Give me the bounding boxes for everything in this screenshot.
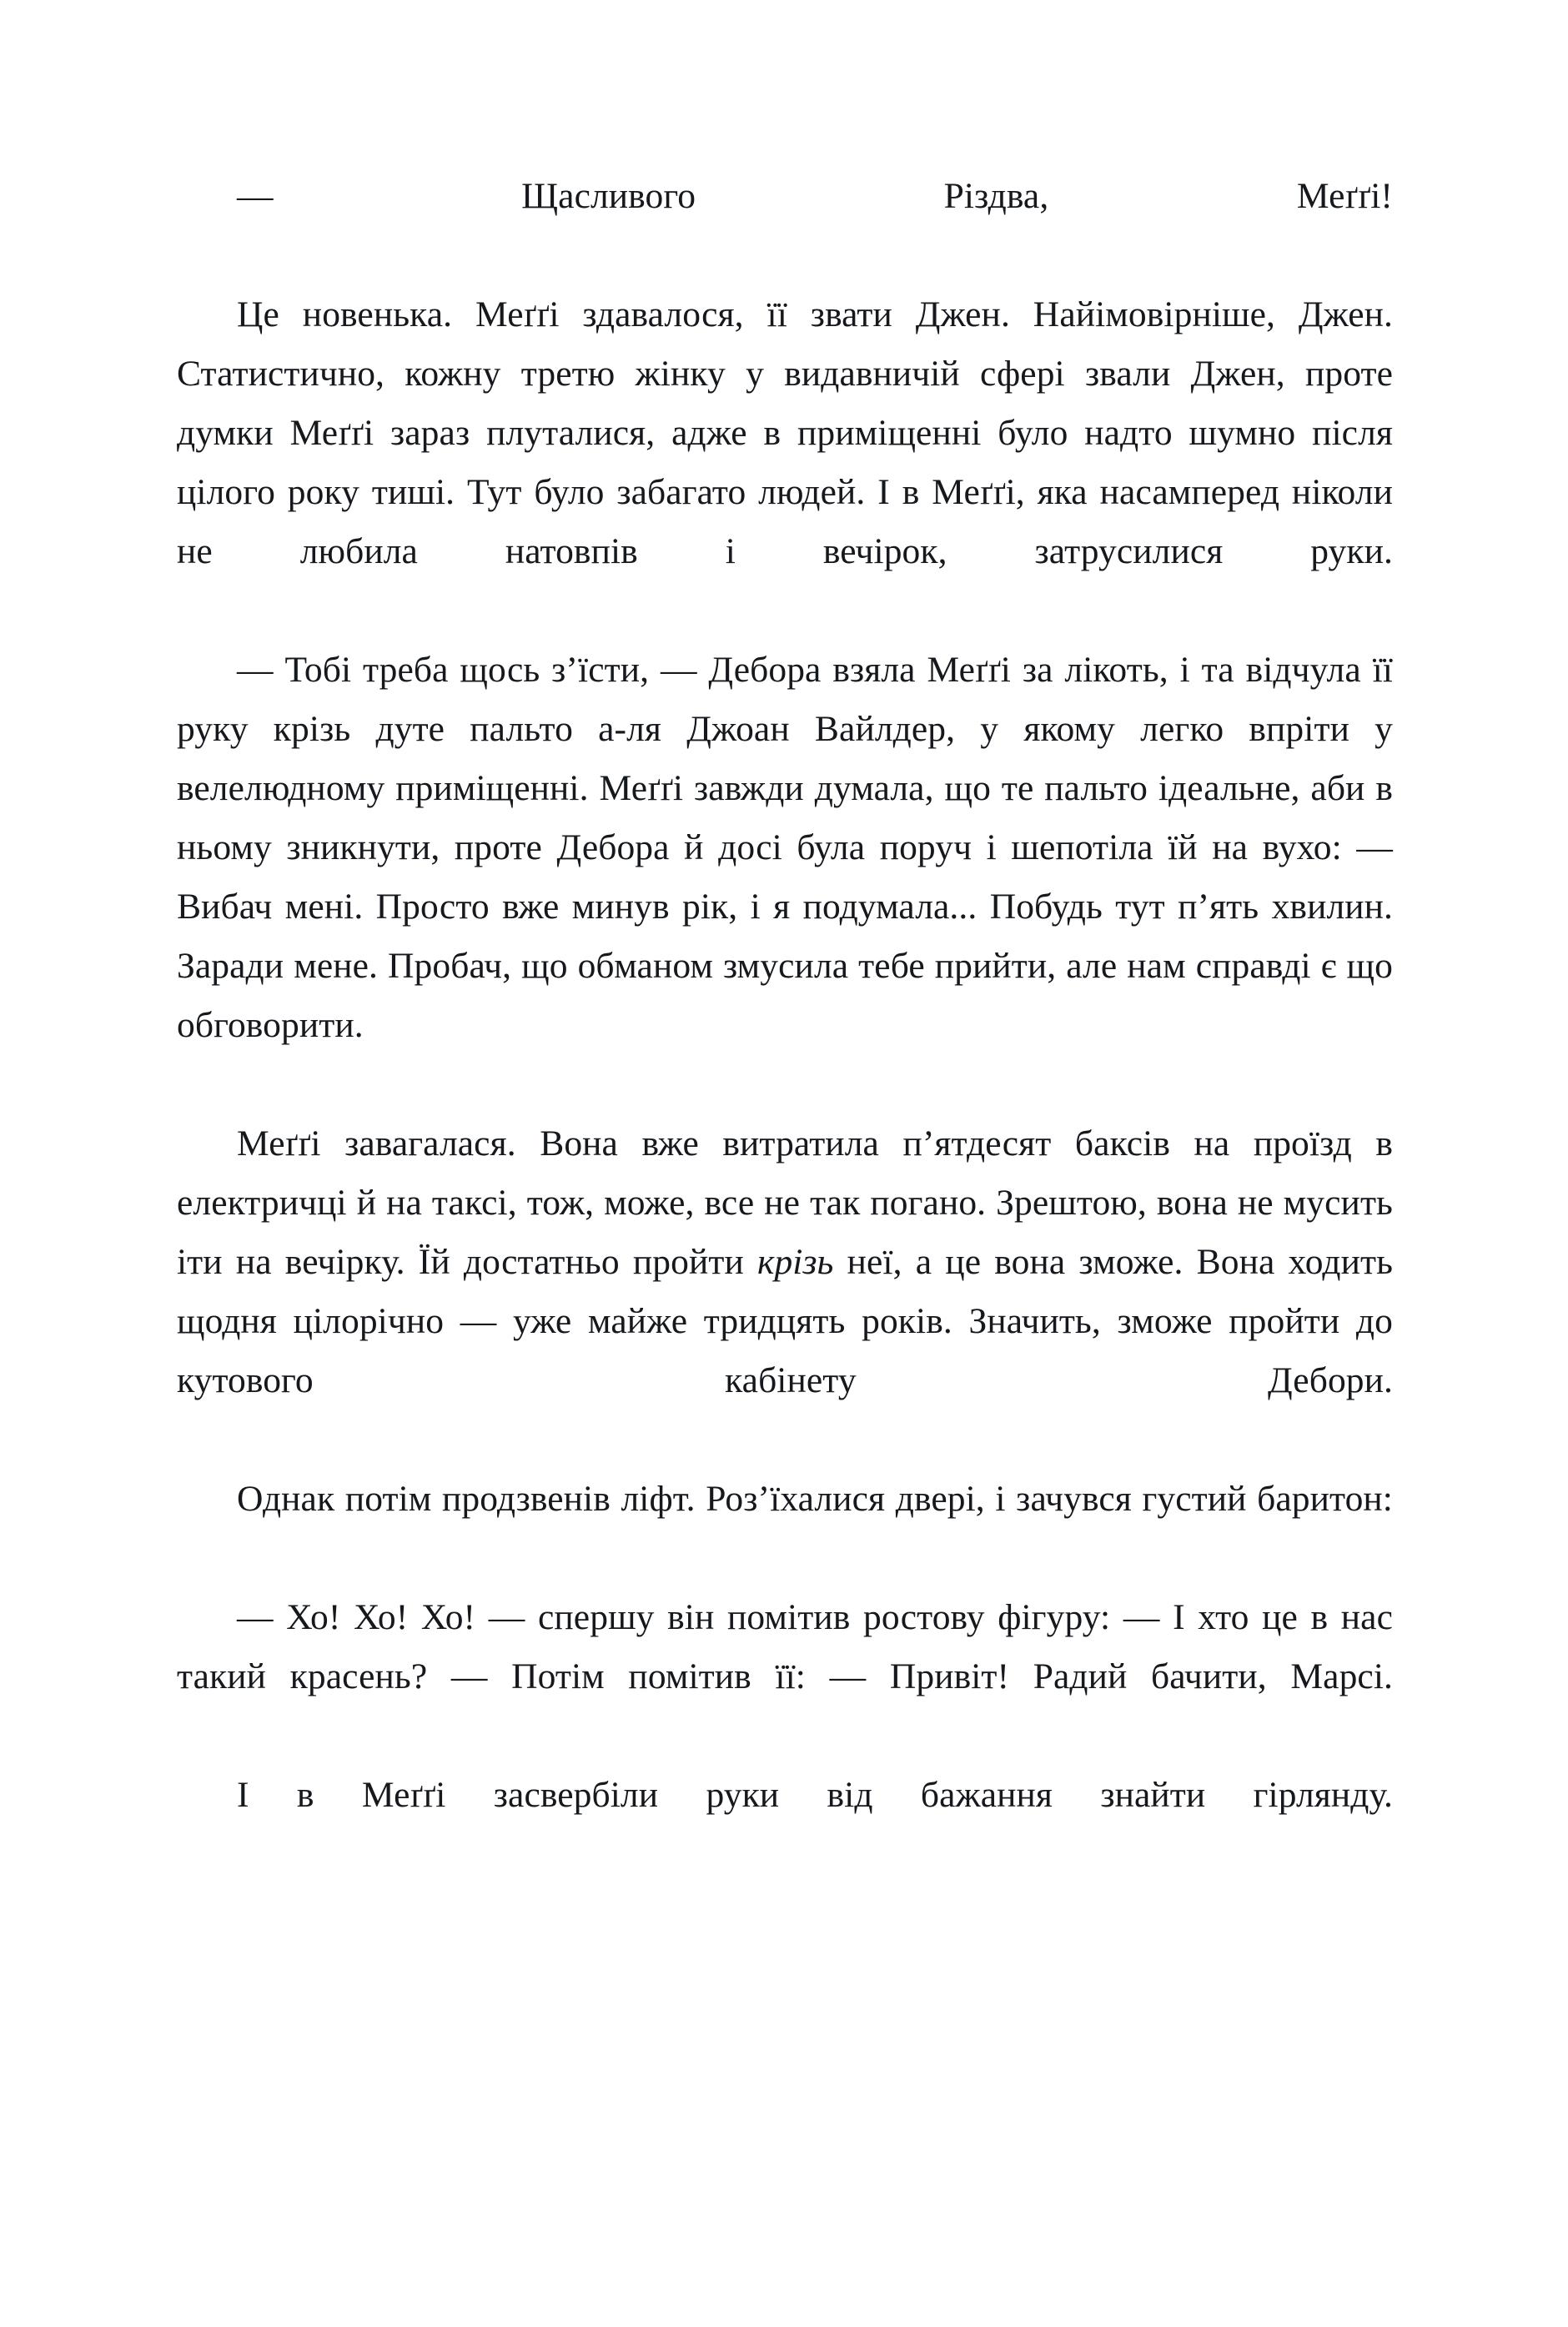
paragraph-segment: неї, а це вона зможе. Вона ходить щодня цілорічно — уже майже тридцять років. Значить, зможе пройти до кутового кабінету Дебори. — [177, 1242, 1394, 1400]
paragraph: — Щасливого Різдва, Меґґі! — [237, 176, 1393, 216]
paragraph: Це новенька. Меґґі здавалося, її звати Джен. Найімовірніше, Джен. Статистично, кожну третю жінку у видавничій сфері звали Джен, проте думки Меґґі зараз плуталися, адже в приміщенні було надто шумно після цілого року тиші. Тут було забагато людей. І в Меґґі, яка насамперед ніколи не любила натовпів і вечірок, затрусилися руки. — [177, 294, 1393, 571]
paragraph: — Хо! Хо! Хо! — спершу він помітив ростову фігуру: — І хто це в нас такий красень? — Потім помітив її: — Привіт! Радий бачити, Марсі. — [177, 1597, 1393, 1696]
paragraph: І в Меґґі засвербіли руки від бажання знайти гірлянду. — [237, 1775, 1393, 1815]
paragraph: — Тобі треба щось з’їсти, — Дебора взяла Меґґі за лікоть, і та відчула її руку крізь дуте пальто а-ля Джоан Вайлдер, у якому легко впріти у велелюдному приміщенні. Меґґі завжди думала, що те пальто ідеальне, аби в ньому зникнути, проте Дебора й досі була поруч і шепотіла їй на вухо: — Вибач мені. Просто вже минув рік, і я подумала... Побудь тут п’ять хвилин. Заради мене. Пробач, що обманом змусила тебе прийти, але нам справді є що обговорити. — [177, 650, 1393, 1045]
paragraph-segment: Меґґі завагалася. Вона вже витратила п’ятдесят баксів на проїзд в електричці й на таксі, тож, може, все не так погано. Зрештою, вона не мусить іти на вечірку. Їй достатньо пройти — [177, 1123, 1393, 1282]
paragraph-with-emphasis — [177, 1114, 1393, 1470]
body-text-column — [177, 167, 1393, 1884]
paragraph: Однак потім продзвенів ліфт. Роз’їхалися двері, і зачувся густий баритон: — [237, 1479, 1393, 1519]
emphasis-word: крізь — [757, 1242, 834, 1282]
